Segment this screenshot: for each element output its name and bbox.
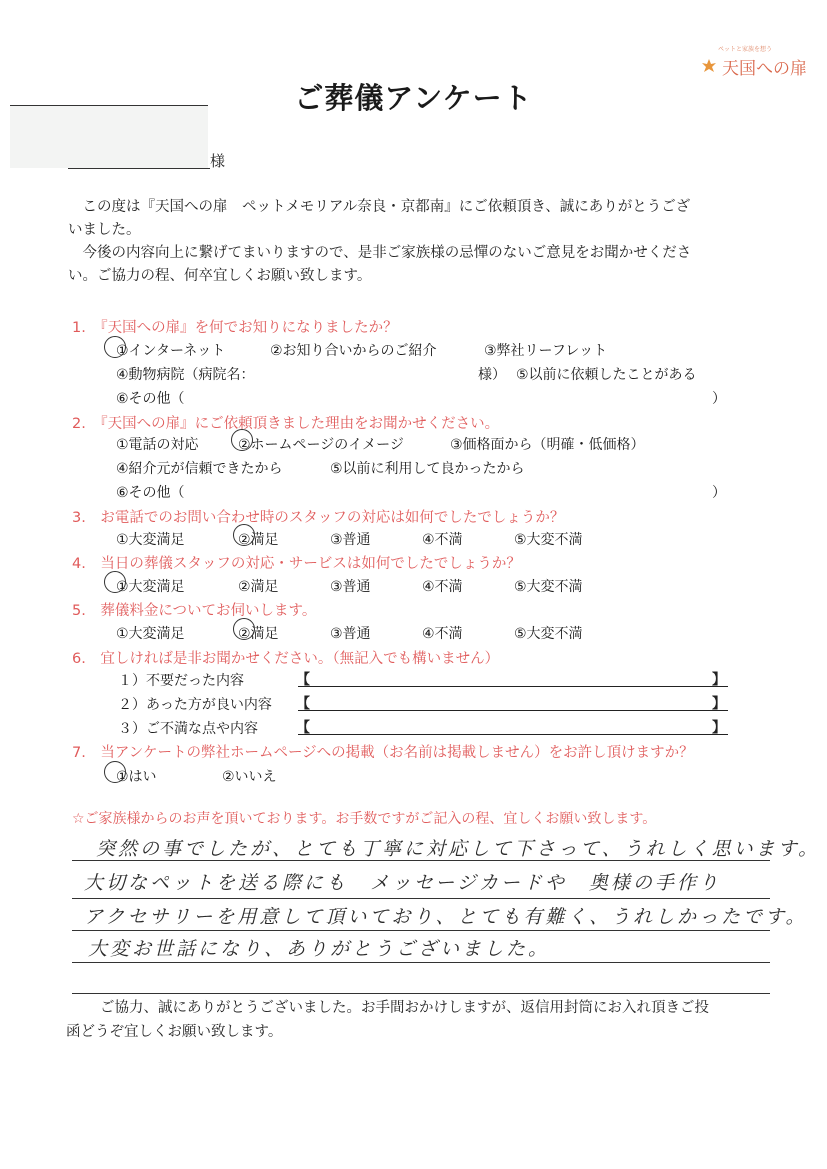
- redacted-name: [10, 105, 208, 168]
- q5-option-2[interactable]: ②満足: [238, 626, 279, 642]
- bracket-close: 】: [712, 720, 726, 736]
- question-5: 5. 葬儀料金についてお伺いします。: [72, 603, 317, 619]
- q6-item-1: １）不要だった内容: [118, 673, 244, 689]
- q1-option-4[interactable]: ④動物病院（病院名：: [116, 367, 255, 383]
- intro-line: いました。: [68, 222, 141, 238]
- q2-option-3[interactable]: ③価格面から（明確・低価格）: [450, 437, 645, 453]
- answer-circle: [104, 336, 126, 358]
- q1-option-2[interactable]: ②お知り合いからのご紹介: [270, 343, 437, 359]
- q6-answer-2[interactable]: [298, 710, 728, 711]
- answer-circle: [104, 571, 126, 593]
- intro-line: い。ご協力の程、何卒宜しくお願い致します。: [68, 268, 372, 284]
- ruled-line: [72, 993, 770, 994]
- q2-option-6-close: ）: [712, 485, 726, 501]
- honorific: 様: [210, 152, 226, 170]
- handwritten-line-2: 大切なペットを送る際にも メッセージカードや 奥様の手作り: [84, 872, 721, 894]
- closing-text: [66, 996, 734, 1044]
- question-6: 6. 宜しければ是非お聞かせください。（無記入でも構いません）: [72, 651, 500, 667]
- handwritten-line-3: アクセサリーを用意して頂いており、とても有難く、うれしかったです。: [84, 906, 808, 928]
- q5-option-4[interactable]: ④不満: [422, 626, 463, 642]
- bracket-close: 】: [712, 672, 726, 688]
- q4-option-2[interactable]: ②満足: [238, 579, 279, 595]
- q2-option-4[interactable]: ④紹介元が信頼できたから: [116, 461, 283, 477]
- ruled-line: [72, 930, 770, 931]
- q2-option-2[interactable]: ②ホームページのイメージ: [238, 437, 404, 453]
- question-1: 1. 『天国への扉』を何でお知りになりましたか？: [72, 320, 398, 336]
- logo-tagline: ペットと家族を想う: [718, 46, 773, 53]
- intro-line: 今後の内容向上に繋げてまいりますので、是非ご家族様の忌憚のないご意見をお聞かせくださ: [68, 245, 692, 261]
- question-7: 7. 当アンケートの弊社ホームページへの掲載（お名前は掲載しません）をお許し頂けますか？: [72, 745, 694, 761]
- answer-circle: [104, 761, 126, 783]
- q5-option-3[interactable]: ③普通: [330, 626, 371, 642]
- q1-option-5[interactable]: ⑤以前に依頼したことがある: [516, 367, 697, 383]
- ruled-line: [72, 962, 770, 963]
- q7-option-yes[interactable]: ①はい: [116, 769, 157, 785]
- q2-option-6[interactable]: ⑥その他（: [116, 485, 185, 501]
- question-2: 2. 『天国への扉』にご依頼頂きました理由をお聞かせください。: [72, 416, 500, 432]
- question-3: 3. お電話でのお問い合わせ時のスタッフの対応は如何でしたでしょうか？: [72, 510, 565, 526]
- q1-option-6-close: ）: [712, 391, 726, 407]
- question-4: 4. 当日の葬儀スタッフの対応・サービスは如何でしたでしょうか？: [72, 556, 521, 572]
- q3-option-5[interactable]: ⑤大変不満: [514, 532, 583, 548]
- q6-item-2: ２）あった方が良い内容: [118, 697, 272, 713]
- q7-option-no[interactable]: ②いいえ: [222, 769, 277, 785]
- flower-logo-icon: [700, 56, 718, 74]
- bracket-open: 【: [296, 672, 310, 688]
- q4-option-3[interactable]: ③普通: [330, 579, 371, 595]
- q4-option-4[interactable]: ④不満: [422, 579, 463, 595]
- q5-option-5[interactable]: ⑤大変不満: [514, 626, 583, 642]
- voice-note: ☆ご家族様からのお声を頂いております。お手数ですがご記入の程、宜しくお願い致します。: [72, 811, 657, 827]
- company-logo: [700, 44, 810, 78]
- bracket-open: 【: [296, 720, 310, 736]
- closing-line: 函どうぞ宜しくお願い致します。: [66, 1024, 283, 1040]
- name-underline: [68, 168, 210, 169]
- q6-answer-3[interactable]: [298, 734, 728, 735]
- handwritten-line-4: 大変お世話になり、ありがとうございました。: [88, 938, 551, 960]
- handwritten-line-1: 突然の事でしたが、とても丁寧に対応して下さって、うれしく思います。: [96, 838, 821, 860]
- q3-option-3[interactable]: ③普通: [330, 532, 371, 548]
- q3-option-1[interactable]: ①大変満足: [116, 532, 185, 548]
- q5-option-1[interactable]: ①大変満足: [116, 626, 185, 642]
- bracket-close: 】: [712, 696, 726, 712]
- q1-option-6[interactable]: ⑥その他（: [116, 391, 185, 407]
- intro-line: この度は『天国への扉 ペットメモリアル奈良・京都南』にご依頼頂き、誠にありがとうござ: [68, 199, 691, 215]
- answer-circle: [233, 618, 255, 640]
- q2-option-1[interactable]: ①電話の対応: [116, 437, 199, 453]
- q1-option-4-suffix: 様）: [478, 367, 506, 383]
- page-title: ご葬儀アンケート: [294, 81, 533, 115]
- q3-option-2[interactable]: ②満足: [238, 532, 279, 548]
- q3-option-4[interactable]: ④不満: [422, 532, 463, 548]
- intro-text: [68, 196, 758, 288]
- q4-option-1[interactable]: ①大変満足: [116, 579, 185, 595]
- q1-option-1[interactable]: ①インターネット: [116, 343, 226, 359]
- q6-item-3: ３）ご不満な点や内容: [118, 721, 258, 737]
- q4-option-5[interactable]: ⑤大変不満: [514, 579, 583, 595]
- logo-name: 天国への扉: [722, 59, 807, 79]
- q2-option-5[interactable]: ⑤以前に利用して良かったから: [330, 461, 525, 477]
- ruled-line: [72, 898, 770, 899]
- q1-option-3[interactable]: ③弊社リーフレット: [484, 343, 608, 359]
- closing-line: ご協力、誠にありがとうございました。お手間おかけしますが、返信用封筒にお入れ頂きご投: [100, 1000, 709, 1016]
- q6-answer-1[interactable]: [298, 686, 728, 687]
- bracket-open: 【: [296, 696, 310, 712]
- answer-circle: [233, 524, 255, 546]
- answer-circle: [231, 429, 253, 451]
